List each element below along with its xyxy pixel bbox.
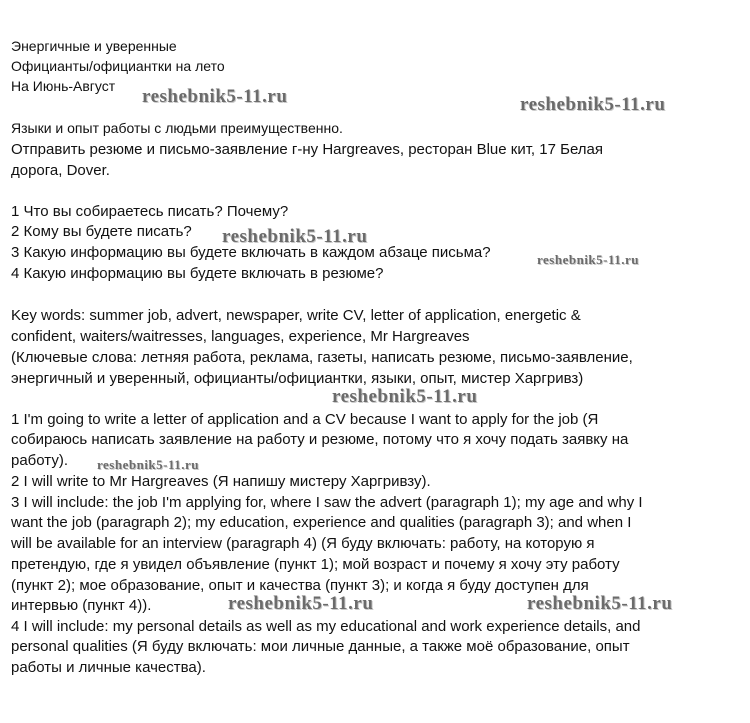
keywords-line-2: confident, waiters/waitresses, languages, experience, Mr Hargreaves: [11, 328, 470, 345]
watermark: reshebnik5-11.ru: [222, 226, 368, 247]
watermark: reshebnik5-11.ru: [520, 94, 666, 115]
keywords-line-4: энергичный и уверенный, официанты/официантки, языки, опыт, мистер Харгривз): [11, 370, 584, 387]
question-3: 3 Какую информацию вы будете включать в каждом абзаце письма?: [11, 244, 491, 261]
answer-4-line-3: работы и личные качества).: [11, 659, 206, 676]
answer-3-line-2: want the job (paragraph 2); my education, experience and qualities (paragraph 3); and when I: [11, 514, 632, 531]
answer-1-line-2: собираюсь написать заявление на работу и резюме, потому что я хочу подать заявку на: [11, 431, 629, 448]
ad-line-5: Отправить резюме и письмо-заявление г-ну Hargreaves, ресторан Blue кит, 17 Белая: [11, 141, 604, 158]
answer-3-line-1: 3 I will include: the job I'm applying for, where I saw the advert (paragraph 1); my age and why I: [11, 494, 643, 511]
answer-3-line-3: will be available for an interview (paragraph 4) (Я буду включать: работу, на которую я: [11, 535, 595, 552]
keywords-line-3: (Ключевые слова: летняя работа, реклама, газеты, написать резюме, письмо-заявление,: [11, 349, 633, 366]
question-2: 2 Кому вы будете писать?: [11, 223, 192, 240]
watermark: reshebnik5-11.ru: [228, 593, 374, 614]
answer-1-line-3: работу).: [11, 452, 68, 469]
answer-3-line-6: интервью (пункт 4)).: [11, 597, 152, 614]
answer-2-line-1: 2 I will write to Mr Hargreaves (Я напишу мистеру Харгривзу).: [11, 473, 431, 490]
question-4: 4 Какую информацию вы будете включать в резюме?: [11, 265, 384, 282]
watermark: reshebnik5-11.ru: [332, 386, 478, 407]
watermark: reshebnik5-11.ru: [527, 593, 673, 614]
answer-3-line-4: претендую, где я увидел объявление (пункт 1); мой возраст и почему я хочу эту работу: [11, 556, 620, 573]
question-1: 1 Что вы собираетесь писать? Почему?: [11, 203, 289, 220]
ad-line-3: На Июнь-Август: [11, 78, 116, 94]
keywords-line-1: Key words: summer job, advert, newspaper, write CV, letter of application, energetic &: [11, 307, 581, 324]
answer-3-line-5: (пункт 2); мое образование, опыт и качества (пункт 3); и когда я буду доступен для: [11, 577, 589, 594]
ad-line-6: дорога, Dover.: [11, 162, 110, 179]
answer-4-line-1: 4 I will include: my personal details as well as my educational and work experience details, and: [11, 618, 641, 635]
ad-line-4: Языки и опыт работы с людьми преимущественно.: [11, 120, 343, 136]
watermark: reshebnik5-11.ru: [142, 86, 288, 107]
ad-line-1: Энергичные и уверенные: [11, 38, 177, 54]
answer-4-line-2: personal qualities (Я буду включать: мои личные данные, а также моё образование, опыт: [11, 638, 630, 655]
watermark: reshebnik5-11.ru: [537, 252, 640, 267]
answer-1-line-1: 1 I'm going to write a letter of application and a CV because I want to apply for the job (Я: [11, 411, 599, 428]
watermark: reshebnik5-11.ru: [97, 457, 200, 472]
ad-line-2: Официанты/официантки на лето: [11, 58, 225, 74]
